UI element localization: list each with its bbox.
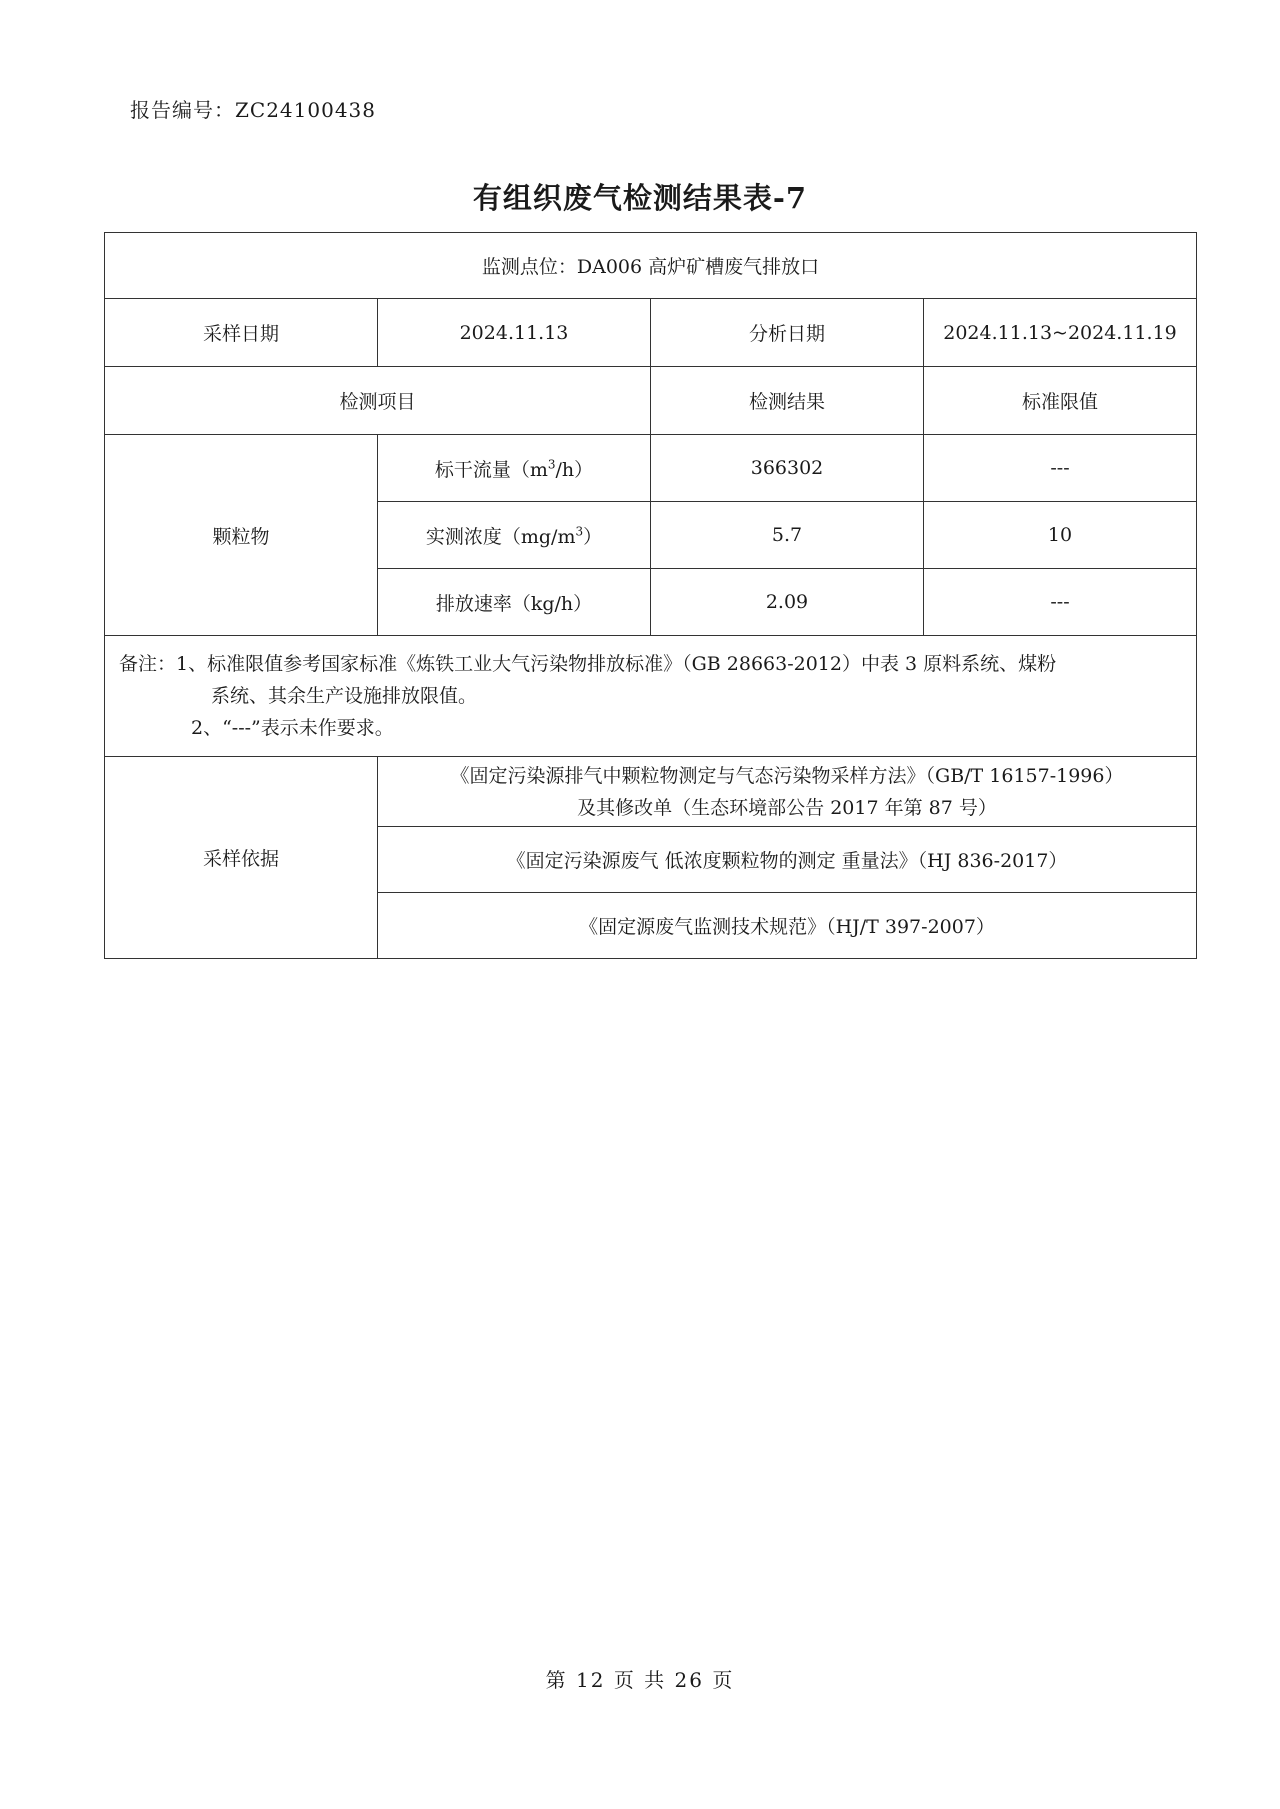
result-value: 366302 — [651, 435, 924, 502]
sampling-basis-2: 《固定污染源废气 低浓度颗粒物的测定 重量法》（HJ 836-2017） — [378, 827, 1197, 893]
item-name: 标干流量$(m^3/h)$ — [378, 435, 651, 502]
column-header-limit: 标准限值 — [924, 367, 1197, 435]
analysis-date-label: 分析日期 — [651, 299, 924, 367]
analysis-date-value: 2024.11.13~2024.11.19 — [924, 299, 1197, 367]
sampling-date-value: 2024.11.13 — [378, 299, 651, 367]
note-line-3: 2、“---”表示未作要求。 — [191, 717, 394, 739]
monitoring-point: 监测点位：DA006 高炉矿槽废气排放口 — [105, 233, 1197, 299]
notes — [105, 636, 1197, 757]
page-number: 第 12 页 共 26 页 — [545, 1668, 735, 1692]
report-number — [130, 94, 376, 123]
document-title: 有组织废气检测结果表-7 — [472, 181, 808, 215]
pollutant-name: 颗粒物 — [105, 435, 378, 636]
limit-value: --- — [924, 569, 1197, 636]
sampling-basis-3: 《固定源废气监测技术规范》（HJ/T 397-2007） — [378, 893, 1197, 959]
report-number-value: ZC24100438 — [235, 98, 376, 122]
result-value: 2.09 — [651, 569, 924, 636]
column-header-item: 检测项目 — [105, 367, 651, 435]
note-line-1: 备注：1、标准限值参考国家标准《炼铁工业大气污染物排放标准》（GB 28663-2012）中表 3 原料系统、煤粉 — [119, 653, 1057, 675]
results-table — [104, 232, 1197, 959]
report-number-label: 报告编号： — [130, 98, 235, 122]
item-name: 实测浓度$(mg/m^3)$ — [378, 502, 651, 569]
sampling-date-label: 采样日期 — [105, 299, 378, 367]
table-row — [105, 435, 1197, 502]
column-header-result: 检测结果 — [651, 367, 924, 435]
sampling-basis-1: 《固定污染源排气中颗粒物测定与气态污染物采样方法》（GB/T 16157-1996） 及其修改单（生态环境部公告 2017 年第 87 号） — [378, 757, 1197, 827]
result-value: 5.7 — [651, 502, 924, 569]
sampling-basis-label: 采样依据 — [105, 757, 378, 959]
note-line-2: 系统、其余生产设施排放限值。 — [211, 685, 478, 707]
limit-value: 10 — [924, 502, 1197, 569]
item-name: 排放速率（kg/h） — [378, 569, 651, 636]
limit-value: --- — [924, 435, 1197, 502]
